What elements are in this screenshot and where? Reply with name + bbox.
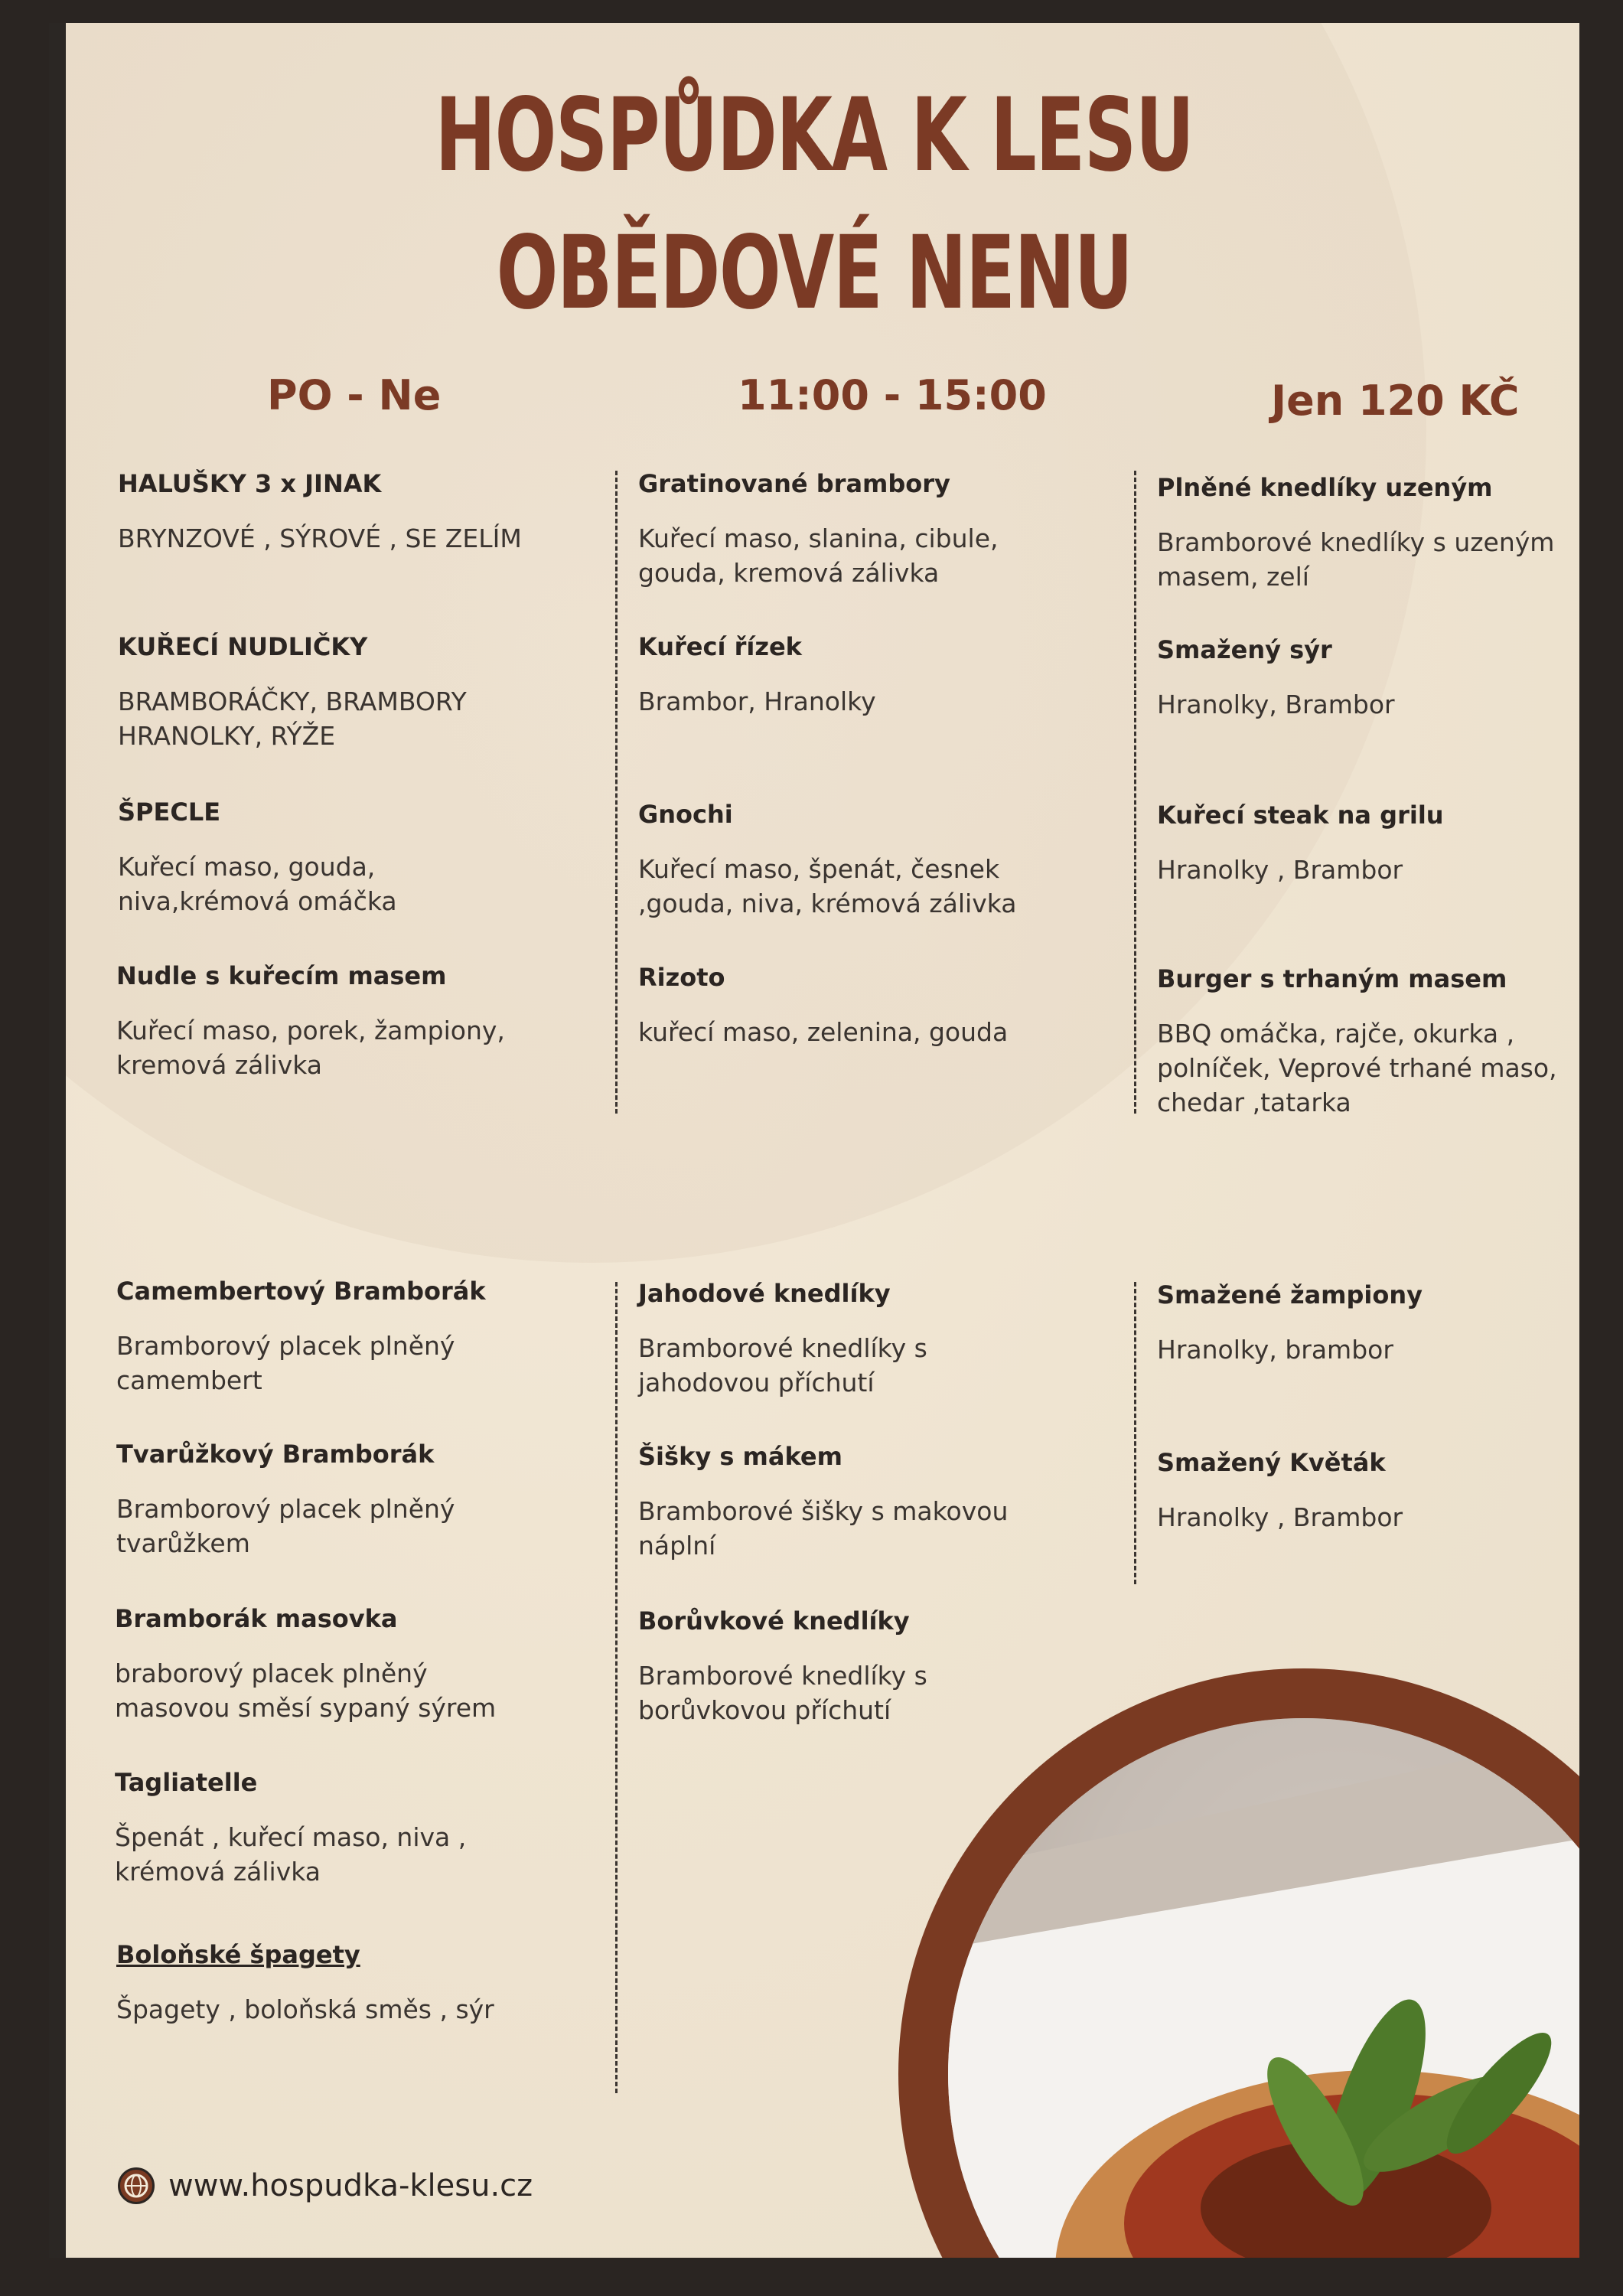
menu-item bbox=[638, 963, 1008, 1049]
menu-item-desc: braborový placek plněný masovou směsí sypaný sýrem bbox=[115, 1658, 497, 1723]
menu-item-title: Nudle s kuřecím masem bbox=[116, 961, 447, 990]
menu-item-title: Tvarůžkový Bramborák bbox=[116, 1440, 435, 1469]
menu-item bbox=[116, 961, 505, 1082]
hours-label: 11:00 - 15:00 bbox=[738, 371, 1047, 419]
price-label: Jen 120 KČ bbox=[1271, 377, 1520, 425]
menu-item bbox=[1157, 635, 1395, 722]
menu-item-desc: Brambor, Hranolky bbox=[638, 687, 876, 716]
days-label: PO - Ne bbox=[267, 371, 442, 419]
menu-item-desc: BRAMBORÁČKY, BRAMBORY HRANOLKY, RÝŽE bbox=[118, 687, 467, 751]
menu-item-desc: Bramborové knedlíky s borůvkovou příchutí bbox=[638, 1661, 927, 1725]
menu-item-desc: Hranolky , Brambor bbox=[1157, 855, 1403, 885]
restaurant-title: HOSPŮDKA K LESU bbox=[435, 77, 1194, 194]
menu-item-desc: Kuřecí maso, gouda, niva,krémová omáčka bbox=[118, 852, 397, 916]
menu-item bbox=[115, 1604, 496, 1725]
menu-item-title: KUŘECÍ NUDLIČKY bbox=[118, 632, 368, 661]
menu-item bbox=[638, 632, 876, 719]
menu-item-desc: Bramborové šišky s makovou náplní bbox=[638, 1496, 1009, 1561]
website-link[interactable] bbox=[118, 2167, 533, 2204]
menu-item-title: Jahodové knedlíky bbox=[638, 1279, 891, 1308]
menu-item-title: Kuřecí řízek bbox=[638, 632, 802, 661]
menu-item-desc: Hranolky , Brambor bbox=[1157, 1502, 1403, 1532]
menu-item-title: Smažený sýr bbox=[1157, 635, 1332, 664]
menu-page bbox=[49, 23, 1579, 2258]
menu-title: OBĚDOVÉ NENU bbox=[496, 214, 1133, 332]
divider-bottom-left bbox=[615, 1282, 618, 2093]
menu-item-desc: Bramborový placek plněný tvarůžkem bbox=[116, 1494, 455, 1558]
left-edge-bar bbox=[49, 23, 66, 2258]
menu-item bbox=[115, 1768, 466, 1889]
menu-item-desc: BRYNZOVÉ , SÝROVÉ , SE ZELÍM bbox=[118, 523, 522, 553]
menu-item-desc: Špenát , kuřecí maso, niva , krémová zálivka bbox=[115, 1822, 467, 1887]
menu-item-title: Plněné knedlíky uzeným bbox=[1157, 473, 1493, 502]
menu-item bbox=[118, 632, 467, 753]
menu-item-desc: kuřecí maso, zelenina, gouda bbox=[638, 1017, 1009, 1047]
divider-top-right bbox=[1134, 471, 1136, 1114]
menu-item-desc: Bramborové knedlíky s uzeným masem, zelí bbox=[1157, 527, 1555, 592]
menu-item-title: Kuřecí steak na grilu bbox=[1157, 801, 1444, 830]
menu-item bbox=[638, 1279, 927, 1400]
globe-icon bbox=[118, 2167, 155, 2204]
menu-item bbox=[1157, 801, 1444, 887]
divider-bottom-right bbox=[1134, 1282, 1136, 1584]
menu-item-title: Camembertový Bramborák bbox=[116, 1277, 486, 1306]
menu-item-title: Gratinované brambory bbox=[638, 469, 950, 498]
website-url[interactable]: www.hospudka-klesu.cz bbox=[168, 2168, 533, 2203]
menu-item bbox=[116, 1940, 494, 2027]
menu-item bbox=[638, 1442, 1008, 1563]
menu-item bbox=[638, 469, 999, 590]
menu-item-desc: Hranolky, Brambor bbox=[1157, 690, 1395, 719]
menu-item-desc: Kuřecí maso, porek, žampiony, kremová zálivka bbox=[116, 1016, 505, 1080]
menu-item-title: Burger s trhaným masem bbox=[1157, 964, 1507, 993]
menu-item-desc: Hranolky, brambor bbox=[1157, 1335, 1393, 1365]
menu-item-title: ŠPECLE bbox=[118, 797, 221, 827]
menu-item-title: Boloňské špagety bbox=[116, 1940, 360, 1969]
menu-item-desc: Špagety , boloňská směs , sýr bbox=[116, 1994, 494, 2024]
menu-item bbox=[116, 1277, 486, 1397]
menu-item bbox=[1157, 1448, 1403, 1534]
menu-item-desc: Bramborový placek plněný camembert bbox=[116, 1331, 455, 1395]
menu-item-title: Šišky s mákem bbox=[638, 1442, 842, 1471]
menu-item bbox=[118, 469, 522, 556]
menu-item-title: Gnochi bbox=[638, 800, 733, 829]
menu-item-title: Smažené žampiony bbox=[1157, 1280, 1423, 1309]
menu-item bbox=[1157, 473, 1554, 594]
menu-item bbox=[116, 1440, 455, 1561]
menu-item-title: HALUŠKY 3 x JINAK bbox=[118, 469, 382, 498]
menu-item-desc: Kuřecí maso, slanina, cibule, gouda, kremová zálivka bbox=[638, 523, 999, 588]
menu-item-desc: BBQ omáčka, rajče, okurka , polníček, Veprové trhané maso, chedar ,tatarka bbox=[1157, 1019, 1557, 1117]
menu-item bbox=[638, 1606, 927, 1727]
divider-top-left bbox=[615, 471, 618, 1114]
menu-item bbox=[638, 800, 1017, 921]
menu-item-title: Rizoto bbox=[638, 963, 725, 992]
menu-item-title: Smažený Květák bbox=[1157, 1448, 1386, 1477]
menu-item-desc: Bramborové knedlíky s jahodovou příchutí bbox=[638, 1333, 927, 1397]
menu-item-title: Tagliatelle bbox=[115, 1768, 258, 1797]
menu-item bbox=[1157, 964, 1557, 1120]
menu-item-desc: Kuřecí maso, špenát, česnek ,gouda, niva, krémová zálivka bbox=[638, 854, 1017, 918]
menu-item-title: Borůvkové knedlíky bbox=[638, 1606, 910, 1636]
menu-item-title: Bramborák masovka bbox=[115, 1604, 398, 1633]
menu-item bbox=[1157, 1280, 1423, 1367]
menu-item bbox=[118, 797, 397, 918]
